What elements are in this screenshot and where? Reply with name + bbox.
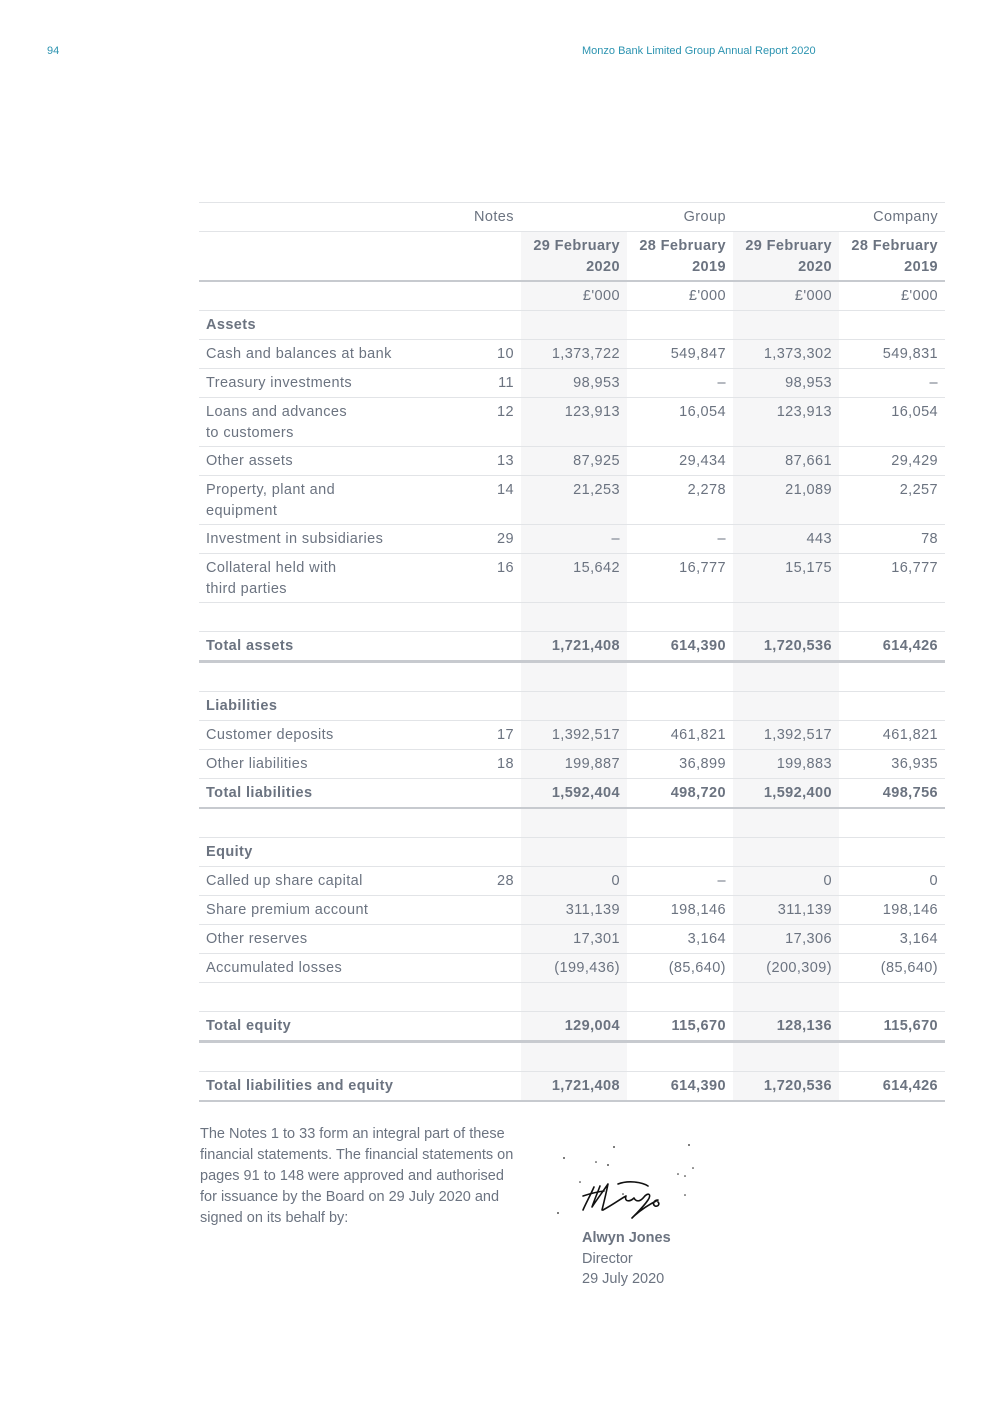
empty-cell [521,1041,627,1071]
line-item-row [199,866,945,895]
total-value: 128,136 [733,1011,839,1041]
report-title: Monzo Bank Limited Group Annual Report 2020 [582,45,816,57]
empty-cell [199,661,467,691]
empty-cell [839,808,945,838]
note-ref: 29 [467,524,521,553]
value-cell: 1,373,722 [521,339,627,368]
empty-cell [467,310,521,339]
value-cell: 3,164 [839,924,945,953]
empty-cell [521,602,627,631]
value-cell: 98,953 [521,368,627,397]
value-cell: – [627,866,733,895]
value-cell: 2,278 [627,475,733,524]
empty-cell [627,310,733,339]
value-cell: 78 [839,524,945,553]
value-cell: 16,054 [627,397,733,446]
page-number: 94 [47,45,60,57]
total-value: 614,426 [839,631,945,661]
total-value: 614,390 [627,631,733,661]
empty-cell [627,982,733,1011]
empty-cell [467,1041,521,1071]
value-cell: – [839,368,945,397]
empty-cell [627,808,733,838]
line-item-label: Property, plant and equipment [199,475,467,524]
note-ref: 13 [467,446,521,475]
empty-cell [627,837,733,866]
unit-cell: £'000 [839,281,945,311]
empty-cell [733,203,839,232]
empty-cell [627,661,733,691]
value-cell: 29,434 [627,446,733,475]
spacer-row [199,982,945,1011]
value-cell: 1,392,517 [521,720,627,749]
empty-cell [733,808,839,838]
line-item-label: Treasury investments [199,368,467,397]
value-cell: 0 [521,866,627,895]
line-item-label: Other assets [199,446,467,475]
value-cell: (85,640) [839,953,945,982]
empty-cell [733,310,839,339]
company-header: Company [839,203,945,232]
spacer-row [199,602,945,631]
empty-cell [733,602,839,631]
value-cell: 549,831 [839,339,945,368]
empty-cell [199,602,467,631]
total-label: Total assets [199,631,467,661]
empty-cell [199,982,467,1011]
total-value: 115,670 [839,1011,945,1041]
note-ref [467,895,521,924]
footnote-line: pages 91 to 148 were approved and authorised [200,1168,504,1184]
value-cell: 199,883 [733,749,839,778]
empty-cell [199,808,467,838]
total-row [199,631,945,661]
empty-cell [839,602,945,631]
empty-cell [467,837,521,866]
line-item-label: Customer deposits [199,720,467,749]
value-cell: 198,146 [839,895,945,924]
empty-cell [467,982,521,1011]
line-item-row [199,397,945,446]
total-value: 1,721,408 [521,631,627,661]
total-value: 1,720,536 [733,1071,839,1101]
section-heading-row [199,691,945,720]
empty-cell [839,982,945,1011]
value-cell: 311,139 [733,895,839,924]
value-cell: 36,899 [627,749,733,778]
total-value: 1,592,404 [521,778,627,808]
value-cell: 123,913 [521,397,627,446]
value-cell: – [627,368,733,397]
total-value: 614,390 [627,1071,733,1101]
total-label: Total equity [199,1011,467,1041]
empty-cell [199,232,467,281]
line-item-label: Cash and balances at bank [199,339,467,368]
note-ref: 16 [467,553,521,602]
value-cell: 311,139 [521,895,627,924]
empty-cell [627,602,733,631]
note-ref: 17 [467,720,521,749]
line-item-row [199,553,945,602]
value-cell: 17,301 [521,924,627,953]
empty-cell [521,661,627,691]
value-cell: 21,089 [733,475,839,524]
value-cell: 2,257 [839,475,945,524]
empty-cell [467,808,521,838]
empty-cell [467,691,521,720]
empty-cell [839,691,945,720]
notes-header: Notes [467,203,521,232]
total-label: Total liabilities [199,778,467,808]
empty-cell [199,1041,467,1071]
total-value: 1,720,536 [733,631,839,661]
director-signature [556,1140,701,1224]
empty-cell [199,203,467,232]
balance-sheet-table [199,202,945,1102]
empty-cell [521,310,627,339]
balance-sheet-body [199,203,945,1101]
date-header-group-2019: 28 February 2019 [627,232,733,281]
empty-cell [733,691,839,720]
value-cell: 0 [839,866,945,895]
footnote-line: for issuance by the Board on 29 July 2020 and [200,1189,500,1205]
empty-cell [521,808,627,838]
value-cell: 21,253 [521,475,627,524]
total-row [199,778,945,808]
value-cell: 29,429 [839,446,945,475]
note-ref: 14 [467,475,521,524]
value-cell: 15,175 [733,553,839,602]
empty-cell [521,691,627,720]
total-value: 1,592,400 [733,778,839,808]
empty-cell [199,281,467,311]
empty-cell [627,691,733,720]
empty-cell [839,310,945,339]
line-item-row [199,368,945,397]
total-value: 498,720 [627,778,733,808]
total-value: 1,721,408 [521,1071,627,1101]
units-row [199,281,945,311]
empty-cell [467,661,521,691]
value-cell: 0 [733,866,839,895]
value-cell: 123,913 [733,397,839,446]
date-header-company-2019: 28 February 2019 [839,232,945,281]
line-item-row [199,475,945,524]
line-item-label: Share premium account [199,895,467,924]
line-item-label: Accumulated losses [199,953,467,982]
spacer-row [199,661,945,691]
value-cell: 16,777 [627,553,733,602]
line-item-label: Other liabilities [199,749,467,778]
empty-cell [839,661,945,691]
empty-cell [521,837,627,866]
note-ref: 28 [467,866,521,895]
total-value: 129,004 [521,1011,627,1041]
section-heading-row [199,310,945,339]
total-value: 498,756 [839,778,945,808]
empty-cell [733,1041,839,1071]
header-row-dates [199,232,945,281]
total-label: Total liabilities and equity [199,1071,467,1101]
value-cell: 443 [733,524,839,553]
line-item-row [199,924,945,953]
footnote-line: The Notes 1 to 33 form an integral part of these [200,1126,505,1142]
line-item-row [199,339,945,368]
value-cell: 198,146 [627,895,733,924]
value-cell: (200,309) [733,953,839,982]
date-header-company-2020: 29 February 2020 [733,232,839,281]
empty-cell [467,1011,521,1041]
line-item-label: Other reserves [199,924,467,953]
value-cell: 16,054 [839,397,945,446]
empty-cell [467,631,521,661]
line-item-row [199,953,945,982]
note-ref: 12 [467,397,521,446]
note-ref: 18 [467,749,521,778]
line-item-label: Collateral held with third parties [199,553,467,602]
unit-cell: £'000 [521,281,627,311]
line-item-label: Called up share capital [199,866,467,895]
value-cell: 87,925 [521,446,627,475]
signatory-date: 29 July 2020 [582,1271,665,1287]
value-cell: – [627,524,733,553]
footnote-line: signed on its behalf by: [200,1210,349,1226]
total-value: 115,670 [627,1011,733,1041]
line-item-label: Loans and advances to customers [199,397,467,446]
value-cell: 15,642 [521,553,627,602]
group-header: Group [627,203,733,232]
empty-cell [467,602,521,631]
value-cell: 461,821 [627,720,733,749]
empty-cell [467,1071,521,1101]
value-cell: (85,640) [627,953,733,982]
unit-cell: £'000 [733,281,839,311]
value-cell: 36,935 [839,749,945,778]
value-cell: 1,392,517 [733,720,839,749]
section-heading: Liabilities [199,691,467,720]
total-row [199,1011,945,1041]
value-cell: 87,661 [733,446,839,475]
line-item-row [199,524,945,553]
value-cell: 199,887 [521,749,627,778]
empty-cell [733,982,839,1011]
signatory-name: Alwyn Jones [582,1230,671,1246]
header-row-groups [199,203,945,232]
signatory-role: Director [582,1250,633,1267]
section-heading-row [199,837,945,866]
value-cell: 3,164 [627,924,733,953]
empty-cell [733,661,839,691]
section-heading: Equity [199,837,467,866]
value-cell: – [521,524,627,553]
unit-cell: £'000 [627,281,733,311]
value-cell: 549,847 [627,339,733,368]
value-cell: 461,821 [839,720,945,749]
line-item-row [199,749,945,778]
total-value: 614,426 [839,1071,945,1101]
line-item-row [199,895,945,924]
line-item-label: Investment in subsidiaries [199,524,467,553]
value-cell: 1,373,302 [733,339,839,368]
date-header-group-2020: 29 February 2020 [521,232,627,281]
spacer-row [199,1041,945,1071]
footnote-line: financial statements. The financial statements on [200,1147,514,1163]
note-ref: 11 [467,368,521,397]
empty-cell [467,778,521,808]
empty-cell [521,982,627,1011]
empty-cell [467,232,521,281]
value-cell: 98,953 [733,368,839,397]
note-ref [467,953,521,982]
line-item-row [199,720,945,749]
total-row [199,1071,945,1101]
empty-cell [733,837,839,866]
empty-cell [627,1041,733,1071]
empty-cell [839,837,945,866]
empty-cell [467,281,521,311]
empty-cell [521,203,627,232]
signatory-block [582,1228,671,1290]
approval-footnote [200,1124,560,1229]
value-cell: 17,306 [733,924,839,953]
empty-cell [839,1041,945,1071]
value-cell: (199,436) [521,953,627,982]
note-ref: 10 [467,339,521,368]
section-heading: Assets [199,310,467,339]
value-cell: 16,777 [839,553,945,602]
line-item-row [199,446,945,475]
spacer-row [199,808,945,838]
note-ref [467,924,521,953]
